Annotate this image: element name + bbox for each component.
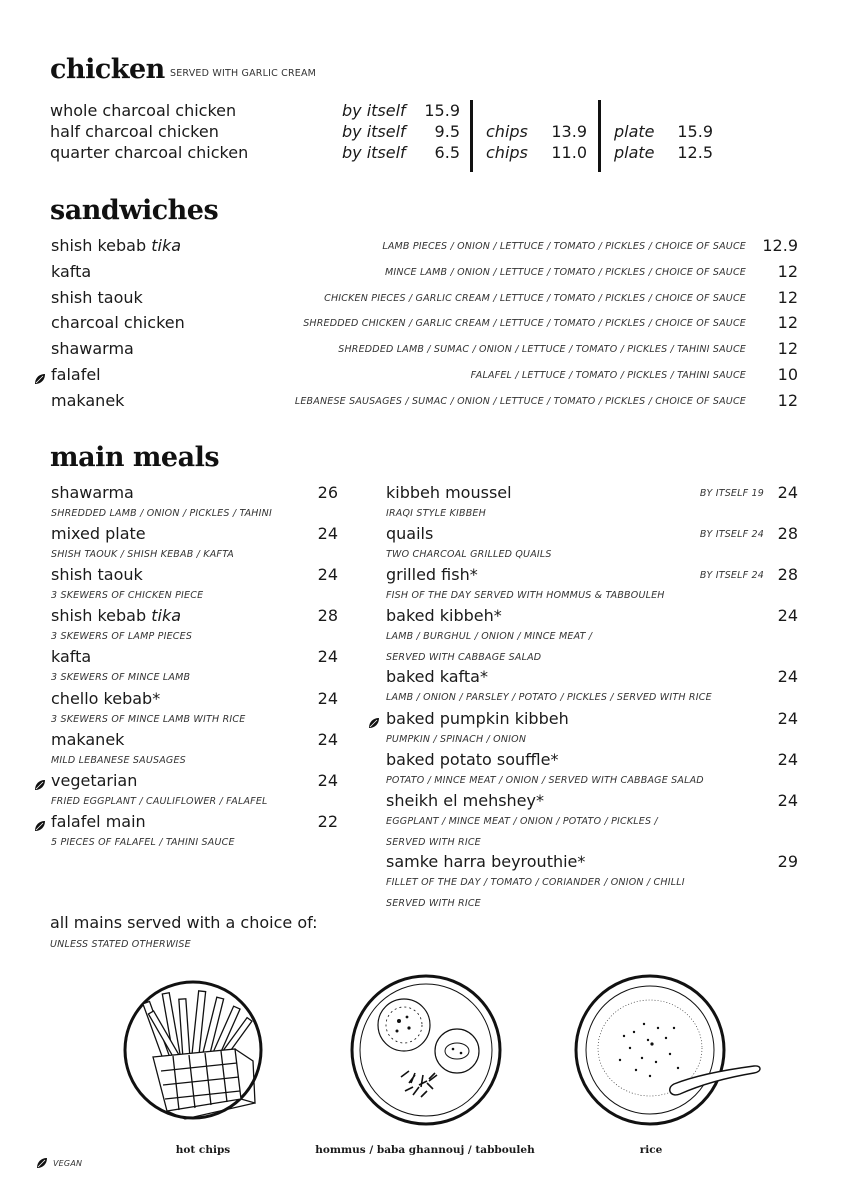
by-itself-label: by itself — [342, 143, 406, 162]
main-meal-description: IRAQI STYLE KIBBEH — [386, 508, 486, 519]
main-meal-name — [51, 565, 143, 584]
sides-note: UNLESS STATED OTHERWISE — [50, 939, 191, 950]
sandwich-description: LEBANESE SAUSAGES / SUMAC / ONION / LETTUCE / TOMATO / PICKLES / CHOICE OF SAUCE — [294, 395, 746, 407]
chicken-divider-1 — [470, 100, 473, 172]
sandwich-price: 12 — [777, 339, 798, 359]
main-meal-name: baked kafta* — [386, 667, 488, 686]
main-meal-price: 22 — [317, 811, 338, 831]
main-meal-price: 24 — [317, 524, 338, 544]
main-meal-price: 24 — [777, 709, 798, 728]
sandwich-price: 10 — [777, 365, 798, 384]
main-meal-name-text: makanek — [51, 729, 125, 749]
chicken-heading — [50, 54, 165, 85]
chicken-divider-2 — [598, 100, 601, 172]
main-meal-description: FILLET OF THE DAY / TOMATO / CORIANDER / ONION / CHILLI — [386, 877, 685, 888]
main-meal-name — [51, 730, 124, 749]
sandwich-description: FALAFEL / LETTUCE / TOMATO / PICKLES / TAHINI SAUCE — [470, 370, 746, 381]
sandwiches-heading: sandwiches — [50, 195, 219, 226]
side-option-hot-chips: hot chips — [175, 1144, 231, 1156]
main-meal-description: SERVED WITH CABBAGE SALAD — [386, 651, 542, 663]
main-meal-description: SHISH TAOUK / SHISH KEBAB / KAFTA — [51, 549, 234, 561]
vegan-marker — [34, 370, 46, 382]
main-meal-price: 28 — [777, 565, 798, 584]
by-itself-note: BY ITSELF 19 — [699, 488, 764, 499]
chicken-item-name: quarter charcoal chicken — [50, 143, 249, 162]
main-meal-name — [51, 524, 146, 543]
side-option-hommus: hommus / baba ghannouj / tabbouleh — [315, 1144, 535, 1156]
by-itself-note: BY ITSELF 24 — [699, 529, 764, 540]
main-meal-description: 5 PIECES OF FALAFEL / TAHINI SAUCE — [51, 836, 235, 848]
main-meal-name-text: falafel main — [51, 811, 146, 831]
main-meal-name-text: vegetarian — [51, 770, 138, 790]
main-meal-name: baked pumpkin kibbeh — [386, 709, 569, 728]
main-meal-name-text: shish kebab — [51, 606, 152, 626]
sandwich-description: MINCE LAMB / ONION / LETTUCE / TOMATO / PICKLES / CHOICE OF SAUCE — [384, 266, 746, 278]
main-meal-description: FISH OF THE DAY SERVED WITH HOMMUS & TABBOULEH — [386, 590, 665, 601]
sandwich-name-text: charcoal chicken — [51, 313, 185, 333]
rice-bowl-illustration — [574, 972, 764, 1128]
main-meal-price: 24 — [317, 770, 338, 790]
sandwich-name — [51, 288, 143, 307]
sandwich-name-text: makanek — [51, 390, 125, 410]
main-meal-description: LAMB / ONION / PARSLEY / POTATO / PICKLES / SERVED WITH RICE — [386, 692, 712, 703]
sandwich-name-text: shawarma — [51, 339, 134, 359]
sandwich-name-text: kafta — [51, 261, 92, 281]
main-meal-name-italic: tika — [151, 606, 182, 626]
main-meal-description: 3 SKEWERS OF MINCE LAMB — [51, 672, 191, 684]
vegan-legend — [36, 1157, 82, 1169]
chips-price: 11.0 — [551, 143, 587, 162]
by-itself-label: by itself — [342, 101, 406, 120]
chips-price: 13.9 — [551, 122, 587, 141]
sandwich-price: 12 — [777, 313, 798, 333]
by-itself-label: by itself — [342, 122, 406, 141]
main-meal-price: 24 — [317, 688, 338, 708]
main-meal-name: samke harra beyrouthie* — [386, 852, 586, 871]
main-meal-name: baked potato souffle* — [386, 750, 559, 769]
sandwich-price: 12.9 — [762, 236, 798, 255]
leaf-icon — [36, 1157, 48, 1169]
leaf-icon — [34, 373, 46, 385]
by-itself-price: 15.9 — [424, 101, 460, 120]
plate-price: 15.9 — [677, 122, 713, 141]
main-meal-name: quails — [386, 524, 434, 543]
by-itself-note: BY ITSELF 24 — [699, 570, 764, 581]
main-meal-name-text: chello kebab* — [51, 688, 161, 708]
main-meal-name — [51, 483, 134, 502]
main-meal-name — [51, 606, 181, 625]
main-meal-price: 24 — [317, 565, 338, 585]
sandwich-description: LAMB PIECES / ONION / LETTUCE / TOMATO / PICKLES / CHOICE OF SAUCE — [382, 241, 746, 252]
sandwich-name-italic: tika — [151, 236, 182, 255]
sandwich-name-text: shish kebab — [51, 236, 152, 255]
vegan-marker — [34, 776, 46, 788]
main-meal-description: 3 SKEWERS OF LAMP PIECES — [51, 631, 193, 643]
main-meal-price: 28 — [777, 524, 798, 543]
main-meal-price: 28 — [317, 606, 338, 626]
main-meal-name-text: shawarma — [51, 483, 134, 502]
sandwich-price: 12 — [777, 261, 798, 281]
main-meals-heading: main meals — [50, 442, 220, 473]
hot-chips-illustration — [123, 979, 265, 1139]
sandwich-price: 12 — [777, 390, 798, 410]
main-meal-name-text: mixed plate — [51, 524, 146, 544]
sandwich-name — [51, 236, 181, 255]
main-meal-description: MILD LEBANESE SAUSAGES — [51, 754, 186, 766]
main-meal-description: TWO CHARCOAL GRILLED QUAILS — [386, 549, 552, 560]
main-meal-name — [51, 812, 146, 831]
sandwich-price: 12 — [777, 287, 798, 307]
by-itself-price: 6.5 — [434, 143, 460, 162]
plate-price: 12.5 — [677, 143, 713, 162]
leaf-icon — [368, 717, 380, 729]
main-meal-name — [51, 771, 137, 790]
main-meal-description: PUMPKIN / SPINACH / ONION — [386, 734, 527, 745]
vegan-marker — [34, 817, 46, 829]
leaf-icon — [34, 779, 46, 791]
main-meal-name: sheikh el mehshey* — [386, 791, 544, 810]
main-meal-description: 3 SKEWERS OF CHICKEN PIECE — [51, 590, 204, 602]
vegan-legend-label: VEGAN — [53, 1158, 83, 1168]
main-meal-description: SERVED WITH RICE — [386, 836, 481, 848]
main-meal-price: 24 — [777, 750, 798, 769]
chips-label: chips — [486, 143, 528, 162]
main-meal-price: 26 — [317, 483, 338, 502]
hommus-plate-illustration — [349, 973, 503, 1127]
main-meal-price: 29 — [777, 852, 798, 871]
main-meal-price: 24 — [777, 667, 798, 686]
sandwich-name-text: shish taouk — [51, 287, 143, 307]
chicken-item-name: whole charcoal chicken — [50, 101, 237, 120]
side-option-rice: rice — [639, 1144, 663, 1156]
sides-heading: all mains served with a choice of: — [50, 913, 318, 932]
by-itself-price: 9.5 — [434, 122, 460, 141]
main-meal-price: 24 — [777, 483, 798, 502]
main-meal-name: kibbeh moussel — [386, 483, 512, 502]
vegan-marker — [368, 714, 380, 726]
main-meal-description: 3 SKEWERS OF MINCE LAMB WITH RICE — [51, 713, 246, 725]
main-meal-name — [51, 647, 91, 666]
sandwich-name — [51, 339, 134, 358]
sandwich-name — [51, 391, 124, 410]
main-meal-description: LAMB / BURGHUL / ONION / MINCE MEAT / — [386, 631, 593, 642]
sandwich-name — [51, 365, 101, 384]
chips-label: chips — [486, 122, 528, 141]
main-meal-description: EGGPLANT / MINCE MEAT / ONION / POTATO / PICKLES / — [386, 816, 658, 827]
main-meal-name-text: kafta — [51, 647, 92, 667]
main-meal-price: 24 — [317, 647, 338, 667]
sandwich-description: SHREDDED CHICKEN / GARLIC CREAM / LETTUCE / TOMATO / PICKLES / CHOICE OF SAUCE — [303, 318, 746, 330]
main-meal-name: grilled fish* — [386, 565, 478, 584]
chicken-title: chicken — [50, 54, 165, 85]
sandwich-name — [51, 313, 185, 332]
main-meal-name: baked kibbeh* — [386, 606, 502, 625]
main-meal-price: 24 — [317, 729, 338, 749]
main-meal-description: SERVED WITH RICE — [386, 897, 481, 909]
main-meal-name — [51, 689, 160, 708]
leaf-icon — [34, 820, 46, 832]
plate-label: plate — [614, 143, 655, 162]
main-meal-description: POTATO / MINCE MEAT / ONION / SERVED WITH CABBAGE SALAD — [386, 775, 704, 786]
main-meal-description: FRIED EGGPLANT / CAULIFLOWER / FALAFEL — [51, 795, 268, 807]
plate-label: plate — [614, 122, 655, 141]
sandwich-description: SHREDDED LAMB / SUMAC / ONION / LETTUCE / TOMATO / PICKLES / TAHINI SAUCE — [338, 344, 746, 356]
chicken-item-name: half charcoal chicken — [50, 122, 219, 141]
sandwich-name-text: falafel — [51, 365, 101, 384]
main-meal-price: 24 — [777, 791, 798, 810]
sandwich-description: CHICKEN PIECES / GARLIC CREAM / LETTUCE / TOMATO / PICKLES / CHOICE OF SAUCE — [324, 292, 746, 304]
chicken-subtitle: SERVED WITH GARLIC CREAM — [170, 68, 317, 79]
main-meal-name-text: shish taouk — [51, 565, 143, 585]
main-meal-description: SHREDDED LAMB / ONION / PICKLES / TAHINI — [51, 508, 272, 519]
sandwich-name — [51, 262, 91, 281]
main-meal-price: 24 — [777, 606, 798, 625]
